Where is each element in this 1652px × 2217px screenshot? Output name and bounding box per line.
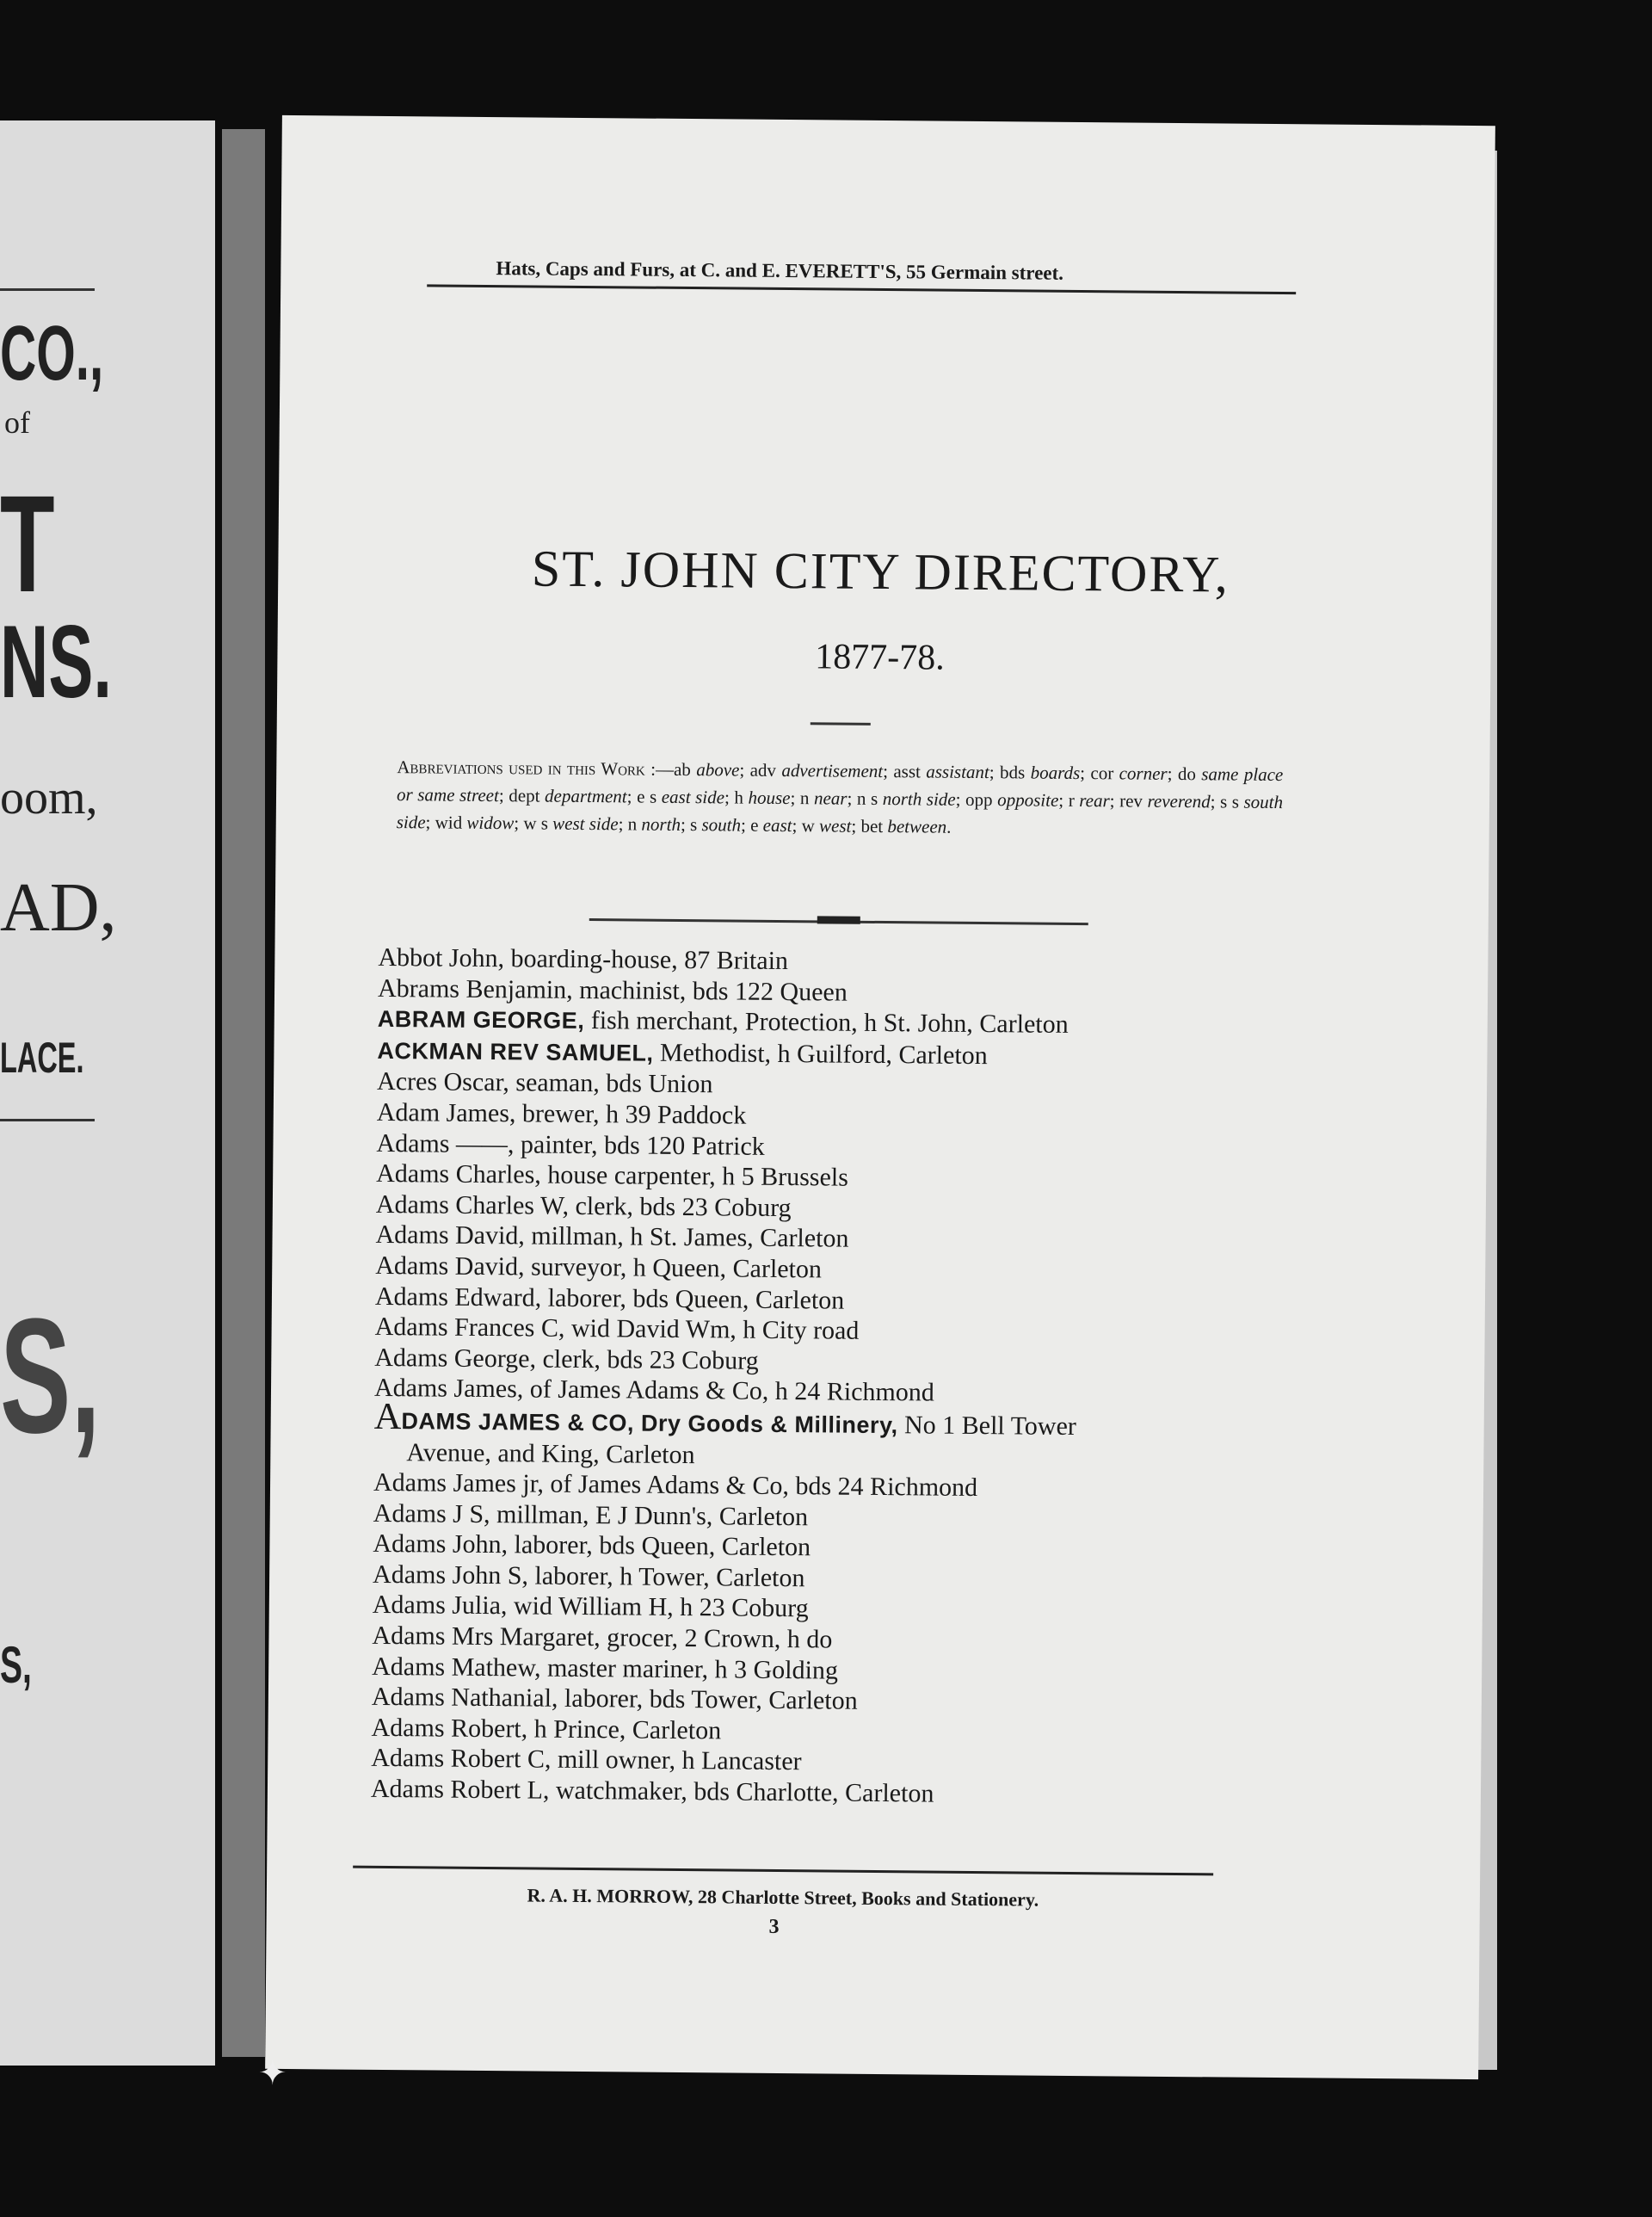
abbreviations-paragraph: Abbreviations used in this Work :—ab above; adv advertisement; asst assistant; bds boards; cor corner; do same place or same street; dept department; e s east side; h house; n near; n s north side; opp opposite; r rear; rev reverend; s s south side; wid widow; w s west side; n north; s south; e east; w west; bet between. — [396, 756, 1284, 837]
left-page-fragment: S, — [0, 1636, 32, 1694]
abbreviations-list: ab above; adv advertisement; asst assistant; bds boards; cor corner; do same place or same street; dept department; e s east side; h house; n near; n s north side; opp opposite; r rear; rev reverend; s s south side; wid widow; w s west side; n north; s south; e east; w west; bet between. — [396, 758, 1284, 837]
entry-text: Adams David, millman, h St. James, Carleton — [375, 1220, 849, 1254]
entry-text: Adam James, brewer, h 39 Paddock — [376, 1097, 747, 1130]
abbreviation-meaning: house — [748, 787, 791, 809]
left-page-fragment: CO., — [0, 311, 104, 397]
directory-page — [265, 115, 1495, 2079]
abbreviation: opp — [965, 788, 993, 811]
left-page-rule — [0, 1119, 95, 1121]
abbreviation-meaning: south side — [396, 791, 1284, 833]
entry-text: Adams Robert L, watchmaker, bds Charlotte, Carleton — [370, 1774, 934, 1808]
abbreviation: w — [801, 815, 815, 837]
abbreviation-meaning: department — [544, 785, 627, 807]
section-ornament — [817, 916, 860, 923]
entry-name-bold: ABRAM GEORGE, — [377, 1006, 585, 1034]
entry-name-bold: DAMS JAMES & CO, Dry Goods & Millinery, — [401, 1408, 898, 1439]
abbreviation: e — [750, 814, 759, 836]
left-page-fragment: oom, — [0, 771, 98, 824]
abbreviation: bet — [860, 815, 884, 837]
entry-text: Adams Mathew, master mariner, h 3 Golding — [372, 1652, 839, 1685]
abbreviation-meaning: west — [818, 815, 852, 837]
abbreviation-meaning: reverend — [1147, 790, 1211, 812]
abbreviation-meaning: north — [641, 813, 681, 835]
entry-text: Adams James, of James Adams & Co, h 24 Richmond — [373, 1374, 934, 1407]
footer-rule — [353, 1866, 1213, 1876]
abbreviation: dept — [509, 785, 540, 806]
entry-text: Adams George, clerk, bds 23 Coburg — [374, 1343, 759, 1375]
page-title: ST. JOHN CITY DIRECTORY, — [531, 540, 1230, 603]
directory-year: 1877-78. — [815, 637, 945, 678]
left-page-rule — [0, 288, 95, 291]
left-page-fragment: of — [4, 405, 30, 440]
left-page-fragment: AD, — [0, 870, 117, 946]
left-page-fragment: NS. — [0, 604, 113, 719]
header-rule — [427, 284, 1296, 294]
abbreviation-meaning: east — [762, 814, 792, 837]
running-head: Hats, Caps and Furs, at C. and E. EVERETT'S, 55 Germain street. — [496, 257, 1064, 284]
abbreviation: asst — [893, 761, 922, 782]
entry-text: Adams ——, painter, bds 120 Patrick — [376, 1128, 765, 1161]
entry-text: Adams David, surveyor, h Queen, Carleton — [375, 1251, 823, 1284]
book-gutter — [222, 129, 265, 2057]
abbreviation-meaning: same place or same street — [396, 763, 1284, 806]
entry-text: Adams Nathanial, laborer, bds Tower, Carleton — [371, 1683, 858, 1716]
entry-text: Adams J S, millman, E J Dunn's, Carleton — [373, 1498, 809, 1531]
entry-text: Adams James jr, of James Adams & Co, bds 24 Richmond — [373, 1467, 978, 1503]
entry-name-bold: ACKMAN REV SAMUEL, — [377, 1037, 654, 1066]
abbreviation: cor — [1090, 763, 1114, 784]
entry-text: Adams John S, laborer, h Tower, Carleton — [372, 1559, 805, 1593]
page-number: 3 — [768, 1915, 780, 1939]
abbreviation-meaning: opposite — [997, 789, 1059, 811]
abbreviation-meaning: north side — [882, 788, 956, 810]
entry-text: Adams Frances C, wid David Wm, h City road — [374, 1312, 860, 1345]
left-page-fragment: T — [0, 466, 55, 621]
abbreviation-meaning: widow — [466, 812, 515, 834]
entry-text: Adams Julia, wid William H, h 23 Coburg — [372, 1590, 809, 1623]
entry-text: Avenue, and King, Carleton — [406, 1437, 695, 1469]
abbreviation: n — [627, 813, 638, 835]
abbreviation: adv — [749, 759, 777, 781]
abbreviation: e s — [637, 786, 657, 807]
entry-text: Adams Charles, house carpenter, h 5 Brussels — [376, 1159, 848, 1192]
entry-text: Abbot John, boarding-house, 87 Britain — [378, 942, 789, 976]
abbreviation-meaning: rear — [1079, 790, 1110, 812]
bleed-through-text — [496, 332, 1304, 339]
entry-text: Abrams Benjamin, machinist, bds 122 Queen — [377, 973, 848, 1007]
abbreviation: wid — [435, 812, 463, 833]
page-footer: R. A. H. MORROW, 28 Charlotte Street, Books and Stationery. — [527, 1884, 1039, 1911]
abbreviation: rev — [1119, 790, 1143, 812]
entry-text: Adams Robert, h Prince, Carleton — [371, 1713, 722, 1745]
abbreviations-heading: Abbreviations used in this Work : — [397, 756, 656, 780]
abbreviation: do — [1177, 763, 1196, 785]
abbreviation-meaning: east side — [661, 786, 725, 808]
abbreviation: h — [734, 787, 744, 808]
left-facing-page — [0, 120, 215, 2066]
abbreviation: s s — [1219, 791, 1240, 812]
abbreviation: bds — [999, 762, 1026, 783]
entry-text: Adams Edward, laborer, bds Queen, Carleton — [374, 1281, 845, 1315]
abbreviation-meaning: west side — [552, 812, 619, 835]
entry-text: Adams John, laborer, bds Queen, Carleton — [373, 1529, 811, 1562]
entry-text: Adams Charles W, clerk, bds 23 Coburg — [375, 1189, 792, 1222]
left-page-fragment: S, — [0, 1285, 101, 1467]
film-speck: ✦ — [258, 2053, 287, 2092]
abbreviation: s — [689, 814, 698, 836]
abbreviation-meaning: assistant — [926, 761, 989, 783]
abbreviation-meaning: corner — [1119, 763, 1168, 784]
abbreviation-meaning: between — [887, 816, 947, 837]
abbreviation-meaning: near — [813, 787, 848, 809]
abbreviation-meaning: boards — [1030, 762, 1081, 784]
abbreviation: w s — [523, 812, 549, 834]
directory-entries — [371, 942, 1308, 1813]
entry-text: Acres Oscar, seaman, bds Union — [376, 1067, 713, 1099]
entry-text: Methodist, h Guilford, Carleton — [653, 1038, 988, 1070]
entry-text: Adams Mrs Margaret, grocer, 2 Crown, h do — [372, 1621, 833, 1654]
abbreviation-meaning: south — [701, 814, 742, 836]
abbreviation: r — [1068, 789, 1075, 811]
abbreviation: n s — [856, 787, 878, 809]
entry-text: No 1 Bell Tower — [897, 1411, 1077, 1441]
abbreviation-meaning: advertisement — [781, 759, 884, 782]
entry-text: Adams Robert C, mill owner, h Lancaster — [371, 1744, 802, 1776]
drop-initial: A — [373, 1394, 402, 1438]
entry-text: fish merchant, Protection, h St. John, Carleton — [584, 1006, 1069, 1040]
abbreviation: ab — [673, 758, 691, 781]
abbreviation: n — [799, 787, 810, 809]
abbreviation-meaning: above — [696, 759, 740, 781]
left-page-fragment: LACE. — [0, 1034, 84, 1082]
title-rule — [811, 722, 871, 726]
